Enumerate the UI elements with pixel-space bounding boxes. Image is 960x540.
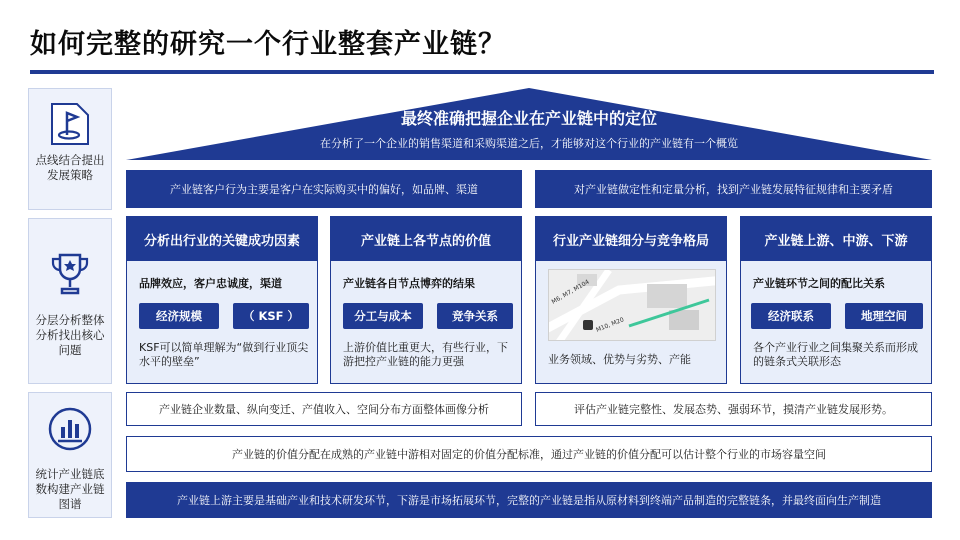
roof-subtitle: 在分析了一个企业的销售渠道和采购渠道之后，才能够对这个行业的产业链有一个概览: [320, 137, 738, 150]
sidebar-section-statistics: [28, 392, 112, 518]
sidebar-label: 分层分析整体分析找出核心问题: [35, 313, 105, 357]
map-label: M6, M7, M104: [550, 278, 591, 306]
customer-behavior-bar: 产业链客户行为主要是客户在实际购买中的偏好，如品牌、渠道: [126, 170, 522, 208]
tag-ksf: （ KSF ）: [233, 303, 309, 329]
assessment-bar: 评估产业链完整性、发展态势、强弱环节，摸清产业链发展形势。: [535, 392, 932, 426]
portrait-analysis-bar: 产业链企业数量、纵向变迁、产值收入、空间分布方面整体画像分析: [126, 392, 522, 426]
tag-geo-space: 地理空间: [845, 303, 923, 329]
tag-economy-scale: 经济规模: [139, 303, 219, 329]
card-ksf: [126, 216, 318, 384]
analysis-bar: 对产业链做定性和定量分析，找到产业链发展特征规律和主要矛盾: [535, 170, 932, 208]
bar-chart-icon: [46, 405, 94, 453]
map-label: M10, M20: [595, 316, 626, 334]
card-note: 业务领域、优势与劣势、产能: [548, 353, 691, 366]
sidebar-label: 点线结合提出发展策略: [35, 153, 105, 182]
card-upstream-downstream: [740, 216, 932, 384]
tag-economic-link: 经济联系: [751, 303, 831, 329]
sidebar-section-strategy: [28, 88, 112, 210]
card-segmentation: [535, 216, 727, 384]
tag-division-cost: 分工与成本: [343, 303, 423, 329]
tag-competition: 竞争关系: [437, 303, 513, 329]
card-title: 产业链上各节点的价值: [331, 217, 521, 261]
card-title: 分析出行业的关键成功因素: [127, 217, 317, 261]
card-subtitle: 品牌效应，客户忠诚度，渠道: [139, 277, 282, 290]
sidebar-label: 统计产业链底数构建产业链图谱: [35, 467, 105, 511]
card-title: 产业链上游、中游、下游: [741, 217, 931, 261]
page-title: 如何完整的研究一个行业整套产业链？: [30, 29, 506, 60]
card-subtitle: 产业链环节之间的配比关系: [753, 277, 885, 290]
card-title: 行业产业链细分与竞争格局: [536, 217, 726, 261]
card-subtitle: 产业链各自节点博弈的结果: [343, 277, 475, 290]
upstream-downstream-bar: 产业链上游主要是基础产业和技术研发环节，下游是市场拓展环节，完整的产业链是指从原材料到终端产品制造的完整链条，并最终面向生产制造: [126, 482, 932, 518]
card-note: 上游价值比重更大，有些行业，下游把控产业链的能力更强: [343, 341, 508, 368]
sidebar-section-analysis: [28, 218, 112, 384]
flag-icon: [47, 101, 93, 147]
map-image: [548, 269, 716, 341]
card-node-value: [330, 216, 522, 384]
card-note: KSF可以简单理解为“做到行业顶尖水平的壁垒”: [139, 341, 309, 368]
roof-title: 最终准确把握企业在产业链中的定位: [400, 109, 657, 128]
trophy-icon: [47, 249, 93, 303]
title-divider: [30, 70, 934, 74]
value-distribution-bar: 产业链的价值分配在成熟的产业链中游相对固定的价值分配标准，通过产业链的价值分配可以估计整个行业的市场容量空间: [126, 436, 932, 472]
card-note: 各个产业行业之间集聚关系而形成的链条式关联形态: [753, 341, 918, 368]
